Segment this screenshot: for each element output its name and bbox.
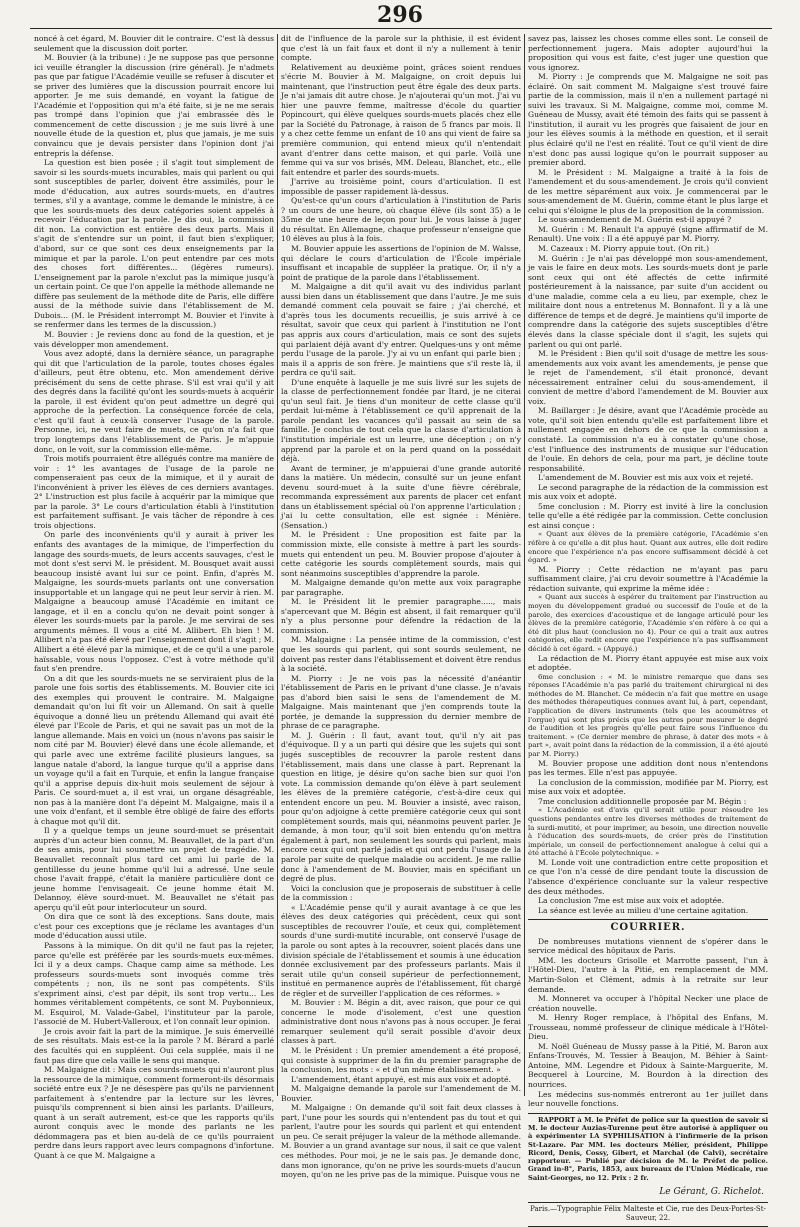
paragraph: M. Monneret va occuper à l'hôpital Necker une place de création nouvelle. [528,994,768,1013]
quotation: 6me conclusion : « M. le ministre remarque que dans ses réponses l'Académie n'a pas parlé du traitement chirurgical ni des méthodes de M. Blanchet. Ce médecin n'a fait que mettre en usage des méthodes thérapeutiques connues avant lui, à part, cependant, l'application de divers instruments (tels que les acoumètres et l'orgue) qui sont plus précis que les autres pour mesurer le degré de l'audition et les progrès qu'elle peut faire sous l'influence du traitement. » (Ce dernier membre de phrase, à dater des mots « à part », avait point dans la rédaction de la commission, il a été ajouté par M. Piorry.) [528,672,768,759]
paragraph: M. le Président lit le premier paragraphe....., mais s'apercevant que M. Bégin est absent, il fait remarquer qu'il n'y a plus personne pour défendre la rédaction de la commission. [281,597,521,635]
paragraph: On parle des inconvénients qu'il y aurait à priver les enfants des avantages de la mimique, de l'imperfection du langage des sourds-muets, de leurs accents sauvages, c'est le mot dont s'est servi M. le président. M. Bousquet avait aussi beaucoup insisté avant lui sur ce point. Enfin, d'après M. Malgaigne, les sourds-muets parlants ont une conversation insupportable et un langage qui ne peut leur servir à rien. M. Malgaigne a beaucoup amusé l'Académie en imitant ce langage, et il en a conclu qu'on ne devait point songer à élever les sourds-muets par la parole. Je me servirai de ses arguments mêmes. Il vous a cité M. Allibert. Eh bien ! M. Allibert n'a pas été élevé par l'enseignement dont il s'agit ; M. Allibert a été élevé par la mimique, et de ce qu'il a une parole haïssable, vous nous l'opposez. C'est à votre méthode qu'il faut s'en prendre. [34,530,274,674]
paragraph: L'amendement, étant appuyé, est mis aux voix et adopté. [291,1074,511,1084]
courrier-heading: COURRIER. [610,922,686,934]
paragraph: On a dit que les sourds-muets ne se serviraient plus de la parole une fois sortis des établissements. M. Bouvier cite ici des exemples qui prouvent le contraire. M. Malgaigne demandait qu'on lui fît voir un Allemand. On sait à quelle équivoque a donné lieu un prétendu Allemand qui avait été élevé par l'Ecole de Paris, et qui ne savait pas un mot de la langue allemande. Mais en voici un (nous n'avons pas saisir le nom cité par M. Bouvier) élevé dans une école allemande, et qui parle avec une extrême facilité plusieurs langues, sa langue natale d'abord, la langue turque qu'il a apprise dans un voyage qu'il a fait en Turquie, et enfin la langue française qu'il a apprise depuis dix-huit mois seulement de séjour à Paris. Ce sourd-muet a, il est vrai, un organe désagréable, non pas à la manière dont l'a dépeint M. Malgaigne, mais il a une voix d'enfant, et il semble être obligé de faire des efforts à chaque mot qu'il dit. [34,673,274,826]
paragraph: 7me conclusion additionnelle proposée par M. Bégin : [538,796,747,806]
paragraph: M. Londe voit une contradiction entre cette proposition et ce que l'on n'a cessé de dire pendant toute la discussion de l'absence d'expérience concluante sur la valeur respective des deux méthodes. [528,857,768,896]
paragraph: M. Bouvier propose une addition dont nous n'entendons pas les termes. Elle n'est pas appuyée. [528,758,768,778]
paragraph: M. le Président : Bien qu'il soit d'usage de mettre les sous-amendements aux voix avant les amendements, je pense que le rejet de l'amendement, s'il était prononcé, devant nécessairement entraîner celui du sous-amendement, il convient de mettre d'abord l'amendement de M. Bouvier aux voix. [528,349,768,406]
paragraph: L'amendement de M. Bouvier est mis aux voix et rejeté. [538,473,754,483]
quotation: « Quant aux succès à espérer du traitement par l'instruction au moyen du développement gradué ou successif de l'ouïe et de la parole, des exercices d'acoustique et de langage articulé pour les élèves de la première catégorie, l'Académie s'en réfère à ce qui a été dit plus haut (conclusion no 4). Pour ce qui a trait aux autres catégories, elle redit encore que l'expérience n'a pas suffisamment décidé à cet égard. » (Appuyé.) [528,593,768,654]
paragraph: Il y a quelque temps un jeune sourd-muet se présentait auprès d'un acteur bien connu, M. Beauvallet, de la part d'un de ses amis, pour lui soumettre un projet de tragédie. M. Beauvallet reconnaît plus tard cet ami lui parle de la gentillesse du jeune homme qu'il lui a adressé. Une seule chose l'avait frappé, c'était la manière particulière dont ce jeune homme l'envisageait. Ce jeune homme était M. Delannoy, élève sourd-muet. M. Beauvallet ne s'était pas aperçu qu'il eût pour interlocuteur un sourd. [34,826,274,912]
paragraph: M. le Président : Une proposition est faite par la commission mixte, elle consiste à mettre à part les sourds-muets qui entendent un peu. M. Bouvier propose d'ajouter à cette catégorie les sourds complètement sourds, mais qui sont néanmoins susceptibles d'apprendre la parole. [281,530,521,578]
column-3 [528,34,768,1223]
section-rule [528,1113,768,1114]
paragraph: M. Noël Guéneau de Mussy passe à la Pitié, M. Baron aux Enfans-Trouvés, M. Tessier à Beaujon, M. Béhier à Saint-Antoine, MM. Legendre et Pidoux à Sainte-Marguerite, M. Becquerel à Lourcine, M. Bourdon à la direction des nourrices. [528,1041,768,1089]
paragraph: dit de l'influence de la parole sur la phthisie, il est évident que c'est là un fait faux et dont il n'y a nullement à tenir compte. [281,34,521,63]
paragraph: Les médecins sus-nommés entreront au 1er juillet dans leur nouvelle fonctions. [528,1089,768,1109]
paragraph: Avant de terminer, je m'appuierai d'une grande autorité dans la matière. Un médecin, consulté sur un jeune enfant devenu sourd-muet à la suite d'une fièvre cérébrale, recommanda expressément aux parents de placer cet enfant dans un établissement spécial où l'on apprenne l'articulation ; j'ai lu cette consultation, elle est signée : Ménière. (Sensation.) [281,463,521,530]
paragraph: J'arrive au troisième point, cours d'articulation. Il est impossible de passer rapidement là-dessus. [281,177,521,196]
paragraph: M. Guérin : Je n'ai pas développé mon sous-amendement, je vais le faire en deux mots. Les sourds-muets dont je parle sont ceux qui ont été affectés de cette infirmité postérieurement à la naissance, par suite d'un accident ou d'une maladie, comme cela a eu lieu, par exemple, chez le militaire dont nous a entretenus M. Bonnafont. Il y a là une différence de temps et de degré. Je maintiens qu'il importe de comprendre dans la catégorie des sujets susceptibles d'être élevés dans la classe spéciale dont il s'agit, les sujets qui parlent ou qui ont parlé. [528,253,768,349]
paragraph: M. Bouvier : Je reviens donc au fond de la question, et je vais développer mon amendement. [34,329,274,349]
page-number: 296 [377,2,423,28]
paragraph: La question est bien posée ; il s'agit tout simplement de savoir si les sourds-muets incurables, mais qui parlent ou qui sont susceptibles de parler, doivent être assimilés, pour le mode d'éducation, aux autres sourds-muets, en d'autres termes, s'il y a avantage, comme le demande le ministre, à ce que les sourds-muets des deux catégories soient appelés à recevoir l'éducation par la parole. Je dis oui, la commission dit non. La conviction est entière des deux parts. Mais il s'agit de s'entendre sur un point, il faut bien s'expliquer, d'abord, sur ce que sont ces deux enseignements par la mimique et par la parole. L'on peut entendre par ces mots des choses fort différentes... (légères rumeurs). L'enseignement par la parole n'exclut pas la mimique jusqu'à un certain point. Ce que l'on appelle la méthode allemande ne diffère pas seulement de la méthode dite de Paris, elle diffère aussi de la méthode suivie dans l'établissement de M. Dubois... (M. le Président interrompt M. Bouvier et l'invite à se renfermer dans les termes de la discussion.) [34,158,274,330]
section-rule [528,919,768,920]
column-divider [524,34,525,1096]
publication-notice: RAPPORT à M. le Préfet de police sur la question de savoir si M. le docteur Auzias-Turenne peut être autorisé à appliquer ou à expérimenter LA SYPHILISATION à l'infirmerie de la prison St-Lazare. Par MM. les docteurs Mélier, président, Philippe Ricord, Denis, Cossy, Gibert, et Marchal (de Calvi), secrétaire rapporteur. — Publié par décision de M. le Préfet de police. Grand in-8°, Paris, 1853, aux bureaux de l'Union Médicale, rue Saint-Georges, no 12. Prix : 2 fr. [528,1115,768,1182]
paragraph: M. Malgaigne a dit qu'il avait vu des individus parlant aussi bien dans un établissement que dans l'autre. Je me suis demandé comment cela pouvait se faire ; j'ai cherché, et d'après tous les documents recueillis, je suis arrivé à ce résultat, savoir que ceux qui parlent à l'institution ne l'ont pas appris aux cours d'articulation, mais ce sont des sujets qui parlaient déjà avant d'y entrer. Quelques-uns y ont même perdu l'usage de la parole. J'y ai vu un enfant qui parle bien ; mais il a appris de son frère. Je maintiens que s'il reste là, il perdra ce qu'il sait. [281,282,521,378]
paragraph: M. le Président : Un premier amendement a été proposé, qui consiste à supprimer de la fin du premier paragraphe de la conclusion, les mots : « et d'un même établissement. » [281,1045,521,1075]
paragraph: M. Baillarger : Je désire, avant que l'Académie procède au vote, qu'il soit bien entendu qu'elle est parfaitement libre et nullement engagée en dehors de ce que la commission a constaté. La commission n'a eu à constater qu'une chose, c'est l'influence des instruments de musique sur l'éducation de l'ouïe. En dehors de cela, pour ma part, je décline toute responsabilité. [528,406,768,473]
paragraph: La conclusion 7me est mise aux voix et adoptée. [538,896,725,906]
paragraph: M. Henry Roger remplace, à l'hôpital des Enfans, M. Trousseau, nommé professeur de clinique médicale à l'Hôtel-Dieu. [528,1013,768,1042]
paragraph: Trois motifs pourraient être allégués contre ma manière de voir : 1° les avantages de l'usage de la parole ne compenseraient pas ceux de la mimique, et il y aurait de l'inconvénient à priver les élèves de ces derniers avantages. 2° L'instruction est plus facile à acquérir par la mimique que par la parole. 3° Le cours d'articulation établi à l'institution est parfaitement suffisant. Je vais tâcher de répondre à ces trois objections. [34,454,274,530]
paragraph: Je crois avoir fait la part de la mimique. Je suis émerveillé de ses résultats. Mais est-ce la la parole ? M. Bérard a parlé des facultés qui en suppléent. Oui cela supplée, mais il ne faut pas dire que cela vaille le sens qui manque. [34,1026,274,1065]
paragraph: MM. les docteurs Grisolle et Marrotte passent, l'un à l'Hôtel-Dieu, l'autre à la Pitié, en remplacement de MM. Martin-Solon et Clément, admis à la retraite sur leur demande. [528,955,768,994]
paragraph: M. Bouvier (à la tribune) : Je ne suppose pas que personne ici veuille étrangler la discussion (rire général). Je n'admets pas que par fatigue l'Académie veuille se refuser à discuter et se priver des lumières que la discussion pourrait encore lui apporter. Je me suis demandé, en voyant la fatigue de l'Académie et l'opposition qui m'a été faite, si je ne me serais pas trompé dans l'opinion que j'ai embrassée dès le commencement de cette discussion ; je me suis livré à une nouvelle étude de la question et, plus que jamais, je me suis convaincu que je devais persister dans l'opinion dont j'ai entrepris la défense. [34,53,274,158]
paragraph: Passons à la mimique. On dit qu'il ne faut pas la rejeter, parce qu'elle est préférée par les sourds-muets eux-mêmes. Ici il y a deux camps. Chaque camp aime sa méthode. Les professeurs sourds-muets sont invoqués comme très compétents ; non, ils ne sont pas compétents. S'ils s'expriment ainsi, c'est par dépit, ils sont trop vertu... Les hommes véritablement compétents, ce sont M. Puybonnieux, M. Esquirol, M. Valade-Gabel, l'instituteur par la parole, l'associé de M. Hubert-Valleroux, et l'on connaît leur opinion. [34,940,274,1027]
paragraph: M. Cazeaux : M. Piorry appuie tout. (On rit.) [538,244,710,254]
paragraph: La conclusion de la commission, modifiée par M. Piorry, est mise aux voix et adoptée. [528,777,768,797]
paragraph: M. Malgaigne dit : Mais ces sourds-muets qui n'auront plus la ressource de la mimique, comment formeront-ils désormais société entre eux ? Je ne désespère pas qu'ils ne parviennent parfaitement à s'entendre par la lecture sur les lèvres, puisqu'ils comprennent si bien ainsi les parlants. D'ailleurs, quant à un seraït autrement, est-ce que les rapports qu'ils auront conquis avec le monde des parlants ne les dédommagera pas et bien au-delà de ce qu'ils pourraient perdre dans leurs rapport avec leurs compagnons d'infortune. Quant à ce que M. Malgaigne a [34,1065,274,1160]
paragraph: M. le Président : M. Malgaigne a traité à la fois de l'amendement et du sous-amendement. Je crois qu'il convient de les mettre séparément aux voix. Je commencerai par le sous-amendement de M. Guérin, comme étant le plus large et celui qui s'éloigne le plus de la proposition de la commission. [528,167,768,215]
paragraph: M. Piorry : Je ne vois pas la nécessité d'anéantir l'établissement de Paris en le privant d'une classe. Je n'avais pas d'abord bien saisi le sens de l'amendement de M. Malgaigne. Mais maintenant que j'en comprends toute la portée, je demande la suppression du dernier membre de phrase de ce paragraphe. [281,673,521,731]
paragraph: 5me conclusion : M. Piorry est invité à lire la conclusion telle qu'elle a été rédigée par la commission. Cette conclusion est ainsi conçue : [528,501,768,530]
paragraph: D'une enquête à laquelle je me suis livré sur les sujets de la classe de perfectionnement fondée par Itard, je ne citerai qu'un seul fait. Je tiens d'un moniteur de cette classe qu'il perdait lui-même à l'établissement ce qu'il apprenait de la parole pendant les vacances qu'il passait au sein de sa famille. Je conclus de tout cela que la classe d'articulation à l'institution impériale est un leurre, une déception ; on n'y apprend par la parole et on la perd quand on la possédait déjà. [281,377,521,464]
paragraph: M. Malgaigne : On demande qu'il soit fait deux classes à part, l'une pour les sourds qui n'entendent pas du tout et qui parlent, l'autre pour les sourds qui parlent et qui entendent un peu. Ce serait préjuger la valeur de la méthode allemande. M. Bouvier a un grand avantage sur nous, il sait ce que valent ces méthodes. Pour moi, je ne le sais pas. Je demande donc, dans mon ignorance, qu'on ne prive les sourds-muets d'aucun moyen, qu'on ne les prive pas de la mimique. Puisque vous ne [281,1103,521,1180]
paragraph: M. Malgaigne demande qu'on mette aux voix paragraphe par paragraphe. [281,578,521,597]
paragraph: M. Guérin : M. Renault l'a appuyé (signe affirmatif de M. Renault). Une voix : Il a été appuyé par M. Piorry. [528,224,768,244]
paragraph: Relativement au deuxième point, grâces soient rendues s'écrie M. Bouvier à M. Malgaigne, on croit depuis lui maintenant, que l'instruction peut être égale des deux parts. Je n'ai jamais dit autre chose. Je n'ajouterai qu'un mot. J'ai vu hier une pauvre femme, maîtresse d'école du quartier Popincourt, qui élève quelques sourds-muets placés chez elle par la Société du Patronage, à raison de 5 francs par mois. Il y a chez cette femme un enfant de 10 ans qui vient de faire sa première communion, qui entend mieux qu'il n'entendait avant d'entrer dans cette maison, et qui parle. Voilà une femme qui va sur vos brisés, MM. Deleau, Blanchet, etc., elle fait entendre et parler des sourds-muets. [281,62,521,177]
printer-imprint: Paris.—Typographie Félix Malteste et Cie, rue des Deux-Portes-St-Sauveur, 22. [528,1202,768,1227]
column-1 [34,34,274,1160]
paragraph: M. Malgaigne : La pensée intime de la commission, c'est que les sourds qui parlent, qui sont sourds seulement, ne doivent pas rester dans l'établissement et doivent être rendus à la société. [281,635,521,674]
paragraph: Le sous-amendement de M. Guérin est-il appuyé ? [538,215,732,225]
quotation: « Quant aux élèves de la première catégorie, l'Académie s'en réfère à ce qu'elle a dit plus haut. Quant aux autres, elle doit redire encore que l'expérience n'a pas encore suffisamment décidé à cet égard. » [528,530,768,565]
paragraph: M. Bouvier appuie les assertions de l'opinion de M. Walsse, qui déclare le cours d'articulation de l'École impériale insuffisant et incapable de suppléer la pratique. Or, il n'y a point de pratique de la parole dans l'établissement. [281,244,521,282]
paragraph: Le second paragraphe de la rédaction de la commission est mis aux voix et adopté. [528,482,768,502]
paragraph: Qu'est-ce qu'un cours d'articulation à l'institution de Paris ? un cours de une heure, où chaque élève (ils sont 35) a le 35me de une heure de leçon pour lui. Je vous laisse à juger du résultat. En Allemagne, chaque professeur n'enseigne que 10 élèves au plus à la fois. [281,196,521,244]
paragraph: « L'Académie pense qu'il y aurait avantage à ce que les élèves des deux catégories qui précèdent, ceux qui sont susceptibles de recouvrer l'ouïe, et ceux qui, complètement sourds d'une surdi-mutité incurable, ont conservé l'usage de la parole ou sont aptes à la recouvrer, soient placés dans une division spéciale de l'établissement et soumis à une éducation donnée exclusivement par des professeurs parlants. Mais il serait utile qu'un conseil supérieur de perfectionnement, institué en permanence auprès de l'établissement, fût chargé de régler et de surveiller l'application de ces réformes. » [281,902,521,998]
top-rule [30,28,772,29]
paragraph: De nombreuses mutations viennent de s'opérer dans le service médical des hôpitaux de Paris. [528,936,768,956]
paragraph: M. Piorry : Cette rédaction ne m'ayant pas paru suffisamment claire, j'ai cru devoir soumettre à l'Académie la rédaction suivante, qui exprime la même idée : [528,564,768,593]
quotation: « L'Académie est d'avis qu'il serait utile pour résoudre les questions pendantes entre les diverses méthodes de traitement de la surdi-mutité, et pour imprimer, au besoin, une direction nouvelle à l'éducation des sourds-muets, de créer près de l'institution impériale, un conseil de perfectionnement analogue à celui qui a été attaché à l'École polytechnique. » [528,806,768,858]
column-2 [281,34,521,1180]
paragraph: La séance est levée au milieu d'une certaine agitation. [538,905,749,915]
paragraph: Vous avez adopté, dans la dernière séance, un paragraphe qui dit que l'articulation de la parole, toutes choses égales d'ailleurs, peut être obtenu, etc. Mon amendement dérive précisément du sens de cette phrase. S'il est vrai qu'il y ait des degrés dans la facilité qu'ont les sourds-muets à acquérir la parole, il est évident qu'on peut admettre un degré qui approche de la perfection. La conséquence forcée de cela, c'est qu'il faut à ceux-là conserver l'usage de la parole. Personne, ici, ne veut faire de muets, ce qu'on n'a fait que trop longtemps dans l'établissement de Paris. Je m'appuie donc, on le voit, sur la commission elle-même. [34,349,274,454]
paragraph: La rédaction de M. Piorry étant appuyée est mise aux voix et adoptée. [528,653,768,673]
paragraph: M. Piorry : Je comprends que M. Malgaigne ne soit pas éclairé. On sait comment M. Malgaigne s'est trouvé faire partie de la commission, mais il n'en a nullement partagé ni suivi les travaux. Si M. Malgaigne, comme moi, comme M. Guéneau de Mussy, avait été témoin des faits qui se passent à l'institution, il aurait vu les progrès que faisaient de jour en jour les élèves soumis à la méthode en question, et il serait plus éclairé qu'il ne l'est en réalité. Tout ce qu'il vient de dire n'est donc pas aussi logique qu'on le pourrait supposer au premier abord. [528,72,768,168]
paragraph: M. J. Guérin : Il faut, avant tout, qu'il n'y ait pas d'équivoque. Il y a un parti qui désire que les sujets qui sont jugés susceptibles de recouvrer la parole restent dans l'établissement, mais dans une classe à part. Reprenant la question en litige, je désire qu'on sache bien sur quoi l'on vote. La commission demande qu'on élève à part seulement les élèves de la première catégorie, c'est-à-dire ceux qui entendent encore un peu. M. Bouvier a insisté, avec raison, pour qu'on adjoigne à cette première catégorie ceux qui sont complètement sourds, mais qui, néanmoins peuvent parler. Je demande, à mon tour, qu'il soit bien entendu qu'on mettra également à part, non seulement les sourds qui parlent, mais encore ceux qui ont parlé jadis et qui ont perdu l'usage de la parole par suite de quelque maladie ou accident. Je me rallie donc à l'amendement de M. Bouvier, mais en spécifiant un degré de plus. [281,730,521,884]
paragraph: savez pas, laissez les choses comme elles sont. Le conseil de perfectionnement jugera. Mais adopter aujourd'hui la proposition qui vous est faite, c'est juger une question que vous ignorez. [528,34,768,72]
column-divider [277,34,278,1096]
paragraph: noncé à cet égard, M. Bouvier dit le contraire. C'est là dessus seulement que la discussion doit porter. [34,34,274,53]
paragraph: M. Malgaigne demande la parole sur l'amendement de M. Bouvier. [281,1084,521,1103]
editor-signature: Le Gérant, G. Richelot. [659,1186,764,1197]
paragraph: Voici la conclusion que je proposerais de substituer à celle de la commission : [281,883,521,903]
paragraph: M. Bouvier : M. Bégin a dit, avec raison, que pour ce qui concerne le mode d'isolement, c'est une question administrative dont nous n'avons pas à nous occuper. Je ferai remarquer seulement qu'il serait possible d'avoir deux classes à part. [281,998,521,1046]
paragraph: On dira que ce sont là des exceptions. Sans doute, mais c'est pour ces exceptions que je réclame les avantages d'un mode d'éducation aussi utile. [34,912,274,941]
